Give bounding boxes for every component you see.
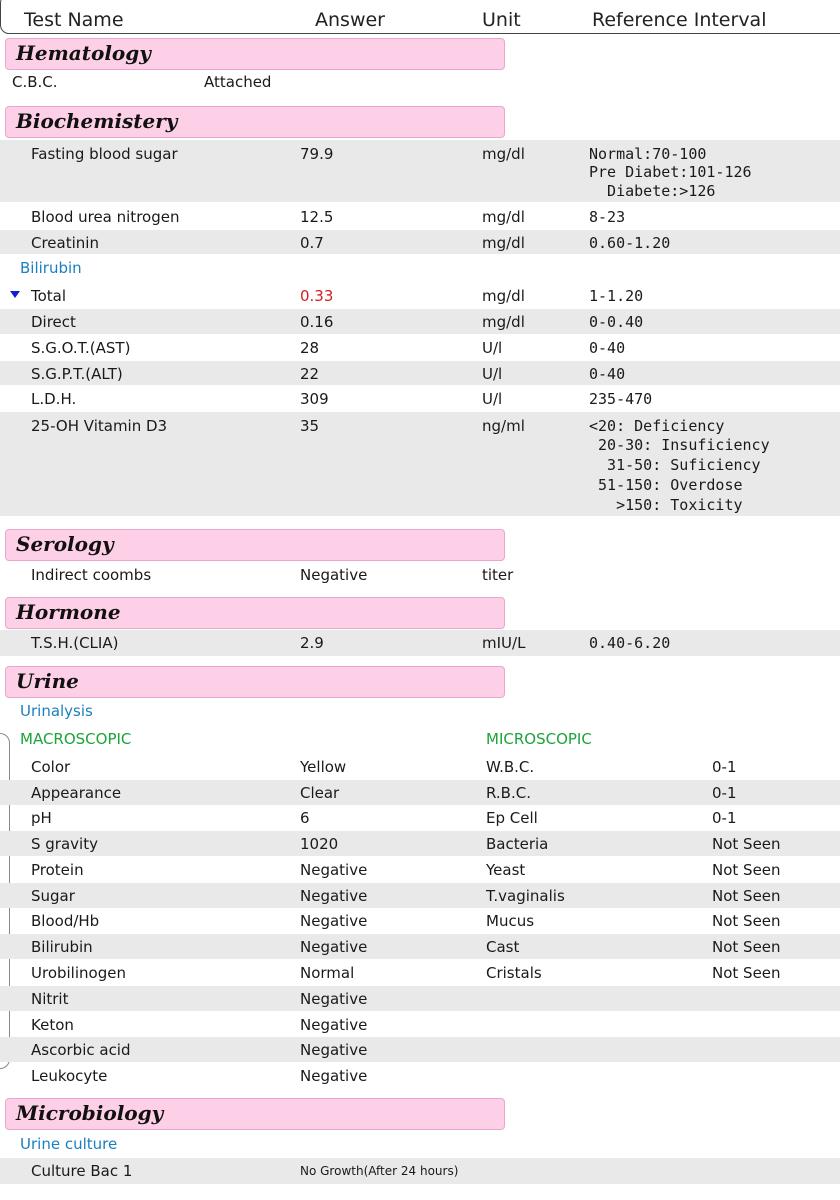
test-ref-line: 0.40-6.20 [589, 634, 671, 652]
urine-param-name: Bilirubin [31, 938, 93, 956]
urine-param-value: Negative [300, 887, 368, 905]
urine-param-name: Keton [31, 1016, 74, 1034]
urine-param-value: Negative [300, 1041, 368, 1059]
test-unit: mg/dl [482, 208, 525, 226]
urine-param-name: Ep Cell [486, 809, 538, 827]
test-unit: mg/dl [482, 287, 525, 305]
urine-param-name: Yeast [486, 861, 526, 879]
section-microbiology [5, 1098, 505, 1130]
urine-param-name: Color [31, 758, 71, 776]
group-label-microscopic: MICROSCOPIC [486, 730, 592, 748]
urine-param-value: Negative [300, 938, 368, 956]
urine-param-name: W.B.C. [486, 758, 535, 776]
section-hormone [5, 597, 505, 629]
section-title: Urine [16, 669, 79, 693]
test-name: Culture Bac 1 [31, 1162, 133, 1180]
section-title: Microbiology [16, 1101, 164, 1125]
urine-param-value: Not Seen [712, 861, 781, 879]
urine-param-name: Appearance [31, 784, 122, 802]
test-ref-line: 0.60-1.20 [589, 234, 671, 252]
urine-param-name: S gravity [31, 835, 98, 853]
urine-param-value: Negative [300, 990, 368, 1008]
test-answer: 0.7 [300, 234, 324, 252]
test-name: 25-OH Vitamin D3 [31, 417, 168, 435]
test-ref-line: 20-30: Insuficiency [589, 436, 770, 454]
test-unit: mg/dl [482, 234, 525, 252]
urine-param-name: Urobilinogen [31, 964, 126, 982]
test-name: S.G.P.T.(ALT) [31, 365, 123, 383]
test-ref-line: 235-470 [589, 390, 653, 408]
test-answer: 309 [300, 390, 329, 408]
section-title: Biochemistery [16, 109, 178, 133]
test-unit: ng/ml [482, 417, 525, 435]
group-label-urine-culture: Urine culture [20, 1135, 118, 1153]
test-name: Total [31, 287, 67, 305]
row-band [0, 361, 840, 385]
test-answer: 79.9 [300, 145, 334, 163]
test-name: Creatinin [31, 234, 99, 252]
section-serology [5, 529, 505, 561]
test-answer: 22 [300, 365, 320, 383]
test-unit: U/l [482, 339, 503, 357]
test-unit: mIU/L [482, 634, 526, 652]
test-name-cbc: C.B.C. [12, 73, 58, 91]
test-answer: 12.5 [300, 208, 334, 226]
test-unit: U/l [482, 390, 503, 408]
test-ref-line: 1-1.20 [589, 287, 644, 305]
urine-param-value: 1020 [300, 835, 339, 853]
test-name: Direct [31, 313, 76, 331]
urine-param-value: 0-1 [712, 809, 737, 827]
urine-param-value: 0-1 [712, 784, 737, 802]
test-ref-line: Pre Diabet:101-126 [589, 163, 752, 181]
row-band [0, 230, 840, 254]
urine-param-name: pH [31, 809, 52, 827]
urine-param-value: Negative [300, 1016, 368, 1034]
group-label-macroscopic: MACROSCOPIC [20, 730, 132, 748]
test-ref-line: 8-23 [589, 208, 626, 226]
urine-param-value: Clear [300, 784, 340, 802]
section-biochemistry [5, 106, 505, 138]
urine-param-value: Negative [300, 1067, 368, 1085]
urine-param-name: Bacteria [486, 835, 549, 853]
test-ref-line: 0-0.40 [589, 313, 644, 331]
test-ref-line: <20: Deficiency [589, 417, 725, 435]
section-title: Hormone [16, 600, 121, 624]
urine-param-value: Not Seen [712, 964, 781, 982]
test-name: Blood urea nitrogen [31, 208, 180, 226]
test-answer-abnormal: 0.33 [300, 287, 334, 305]
test-ref-line: 0-40 [589, 365, 626, 383]
test-name: Indirect coombs [31, 566, 152, 584]
test-answer: Negative [300, 566, 368, 584]
test-ref-line: 0-40 [589, 339, 626, 357]
urine-param-name: Ascorbic acid [31, 1041, 131, 1059]
urine-param-name: Nitrit [31, 990, 69, 1008]
group-label-bilirubin: Bilirubin [20, 259, 82, 277]
urine-param-name: Leukocyte [31, 1067, 108, 1085]
urine-param-name: R.B.C. [486, 784, 531, 802]
urine-param-name: T.vaginalis [486, 887, 565, 905]
test-ref-line: 51-150: Overdose [589, 476, 743, 494]
row-band [0, 986, 840, 1011]
test-unit: U/l [482, 365, 503, 383]
col-header-answer: Answer [315, 9, 385, 31]
row-band [0, 309, 840, 334]
urine-param-value: Normal [300, 964, 355, 982]
test-unit: mg/dl [482, 313, 525, 331]
urine-param-value: Negative [300, 861, 368, 879]
test-answer-cbc: Attached [204, 73, 272, 91]
test-ref-line: >150: Toxicity [589, 496, 743, 514]
col-header-test-name: Test Name [24, 9, 124, 31]
test-answer: 28 [300, 339, 320, 357]
row-band [0, 630, 840, 656]
urine-param-value: Not Seen [712, 835, 781, 853]
test-name: T.S.H.(CLIA) [31, 634, 119, 652]
urine-param-name: Blood/Hb [31, 912, 100, 930]
urine-param-value: 0-1 [712, 758, 737, 776]
urine-param-name: Mucus [486, 912, 535, 930]
urine-param-name: Cast [486, 938, 520, 956]
test-ref-line: Normal:70-100 [589, 145, 707, 163]
test-ref-line: Diabete:>126 [589, 182, 716, 200]
urine-param-name: Cristals [486, 964, 542, 982]
group-label-urinalysis: Urinalysis [20, 702, 93, 720]
test-name: Fasting blood sugar [31, 145, 178, 163]
test-unit: titer [482, 566, 514, 584]
col-header-unit: Unit [482, 9, 521, 31]
test-answer: 0.16 [300, 313, 334, 331]
section-title: Hematology [16, 41, 151, 65]
test-name: L.D.H. [31, 390, 77, 408]
urine-param-name: Sugar [31, 887, 75, 905]
section-urine [5, 666, 505, 698]
section-title: Serology [16, 532, 114, 556]
test-unit: mg/dl [482, 145, 525, 163]
test-name: S.G.O.T.(AST) [31, 339, 131, 357]
col-header-reference-interval: Reference Interval [592, 9, 767, 31]
section-hematology [5, 38, 505, 70]
test-ref-line: 31-50: Suficiency [589, 456, 761, 474]
test-answer: 35 [300, 417, 320, 435]
test-answer: No Growth(After 24 hours) [300, 1164, 459, 1178]
urine-param-value: Negative [300, 912, 368, 930]
urine-param-value: Not Seen [712, 912, 781, 930]
urine-param-value: Not Seen [712, 887, 781, 905]
urine-param-name: Protein [31, 861, 84, 879]
urine-param-value: Not Seen [712, 938, 781, 956]
urine-param-value: 6 [300, 809, 310, 827]
test-answer: 2.9 [300, 634, 324, 652]
urine-param-value: Yellow [300, 758, 347, 776]
low-flag-icon [10, 291, 20, 298]
